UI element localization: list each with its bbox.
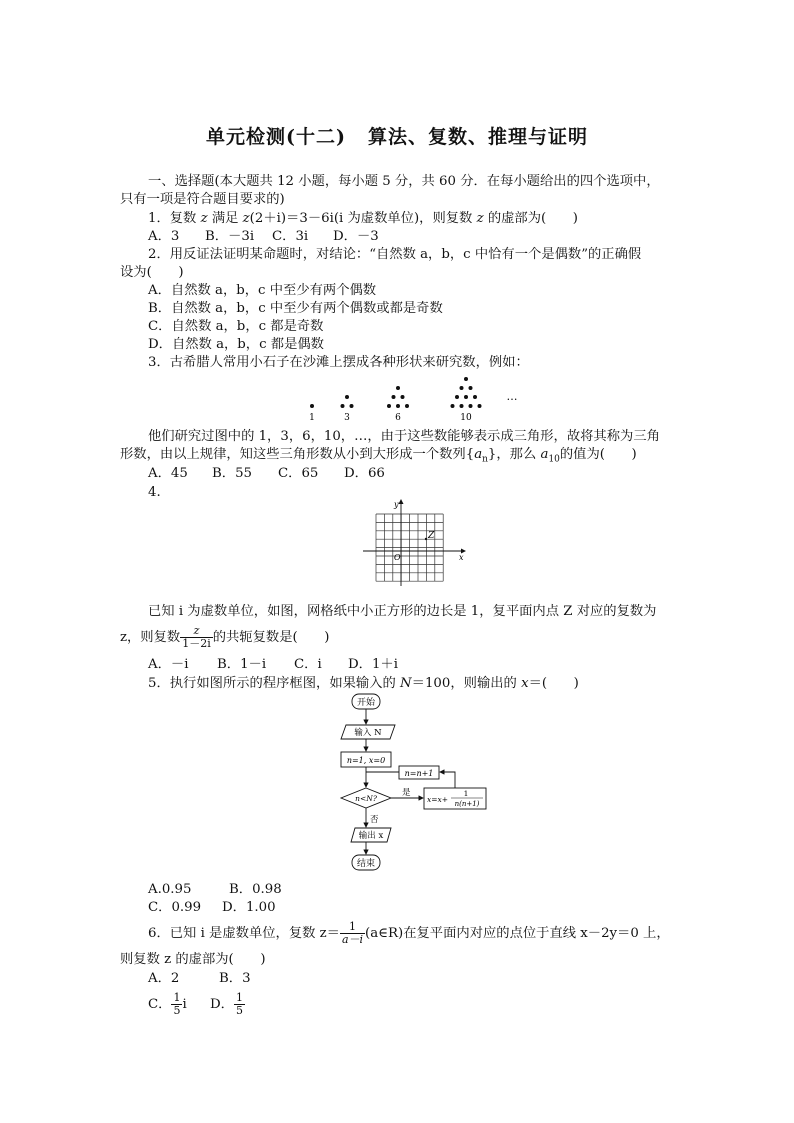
question-6-line1: 6．已知 i 是虚数单位，复数 z＝ $\frac{1}{a-i}$ (a∈R)在复平面内对应的点位于直线 x－2y＝0 上， — [148, 920, 670, 946]
pebble-dots — [310, 377, 482, 408]
pebble-dot — [460, 404, 464, 408]
pebble-dot — [392, 395, 396, 399]
q6-option-c: C． $\frac{1}{5}$ i — [148, 991, 187, 1017]
figure-label-10: 10 — [460, 413, 472, 423]
q3-option-d: D．66 — [344, 466, 385, 481]
q6-option-d: D． $\frac{1}{5}$ — [210, 991, 243, 1017]
title-sub: 算法、复数、推理与证明 — [367, 126, 588, 148]
q5-option-a: A.0.95 — [148, 882, 192, 897]
flow-start-text: 开始 — [356, 698, 376, 708]
q2-option-c: C．自然数 a，b，c 都是奇数 — [148, 319, 324, 334]
question-2-line1: 2．用反证法证明某命题时，对结论：“自然数 a，b，c 中恰有一个是偶数”的正确假 — [148, 247, 642, 262]
pebble-dot — [464, 395, 468, 399]
q5-option-b: B．0.98 — [229, 882, 282, 897]
q5-option-c: C．0.99 — [148, 900, 202, 915]
pebble-dot — [451, 404, 455, 408]
pebble-dot — [401, 395, 405, 399]
flow-yes-label: 是 — [402, 788, 411, 798]
q6-fraction: $\frac{1}{a-i}$ — [341, 920, 364, 946]
figure-label-6: 6 — [395, 413, 401, 423]
q4-option-d: D．1＋i — [348, 657, 398, 672]
point-z — [425, 538, 427, 540]
title-main: 单元检测(十二) — [206, 126, 346, 148]
pebble-dot — [473, 395, 477, 399]
flow-no-label: 否 — [370, 815, 379, 825]
q1-option-b: B．－3i — [205, 229, 255, 244]
pebble-dot — [350, 404, 354, 408]
q1-option-d: D．－3 — [333, 229, 379, 244]
q6-option-b: B．3 — [219, 971, 251, 986]
flow-output-text: 输出 x — [358, 831, 384, 841]
pebble-dot — [387, 404, 391, 408]
q2-option-a: A．自然数 a，b，c 中至少有两个偶数 — [148, 283, 377, 298]
question-4-number: 4. — [148, 485, 161, 500]
question-1: 1．复数 z 满足 z(2＋i)＝3－6i(i 为虚数单位)，则复数 z 的虚部为( ) — [148, 211, 578, 226]
figure-label-1: 1 — [309, 413, 315, 423]
pebble-dot — [345, 395, 349, 399]
section-heading-line1: 一、选择题(本大题共 12 小题，每小题 5 分，共 60 分．在每小题给出的四个选项中， — [148, 174, 660, 189]
question-5-line1: 5．执行如图所示的程序框图，如果输入的 N＝100，则输出的 x＝( ) — [148, 676, 579, 691]
q4-option-c: C．i — [294, 657, 322, 672]
section-heading-line2: 只有一项是符合题目要求的) — [120, 192, 285, 207]
pebble-dot — [341, 404, 345, 408]
q2-option-d: D．自然数 a，b，c 都是偶数 — [148, 337, 324, 352]
flow-assign-prefix: x=x+ — [427, 795, 449, 804]
question-3-line2: 他们研究过图中的 1，3，6，10，…，由于这些数能够表示成三角形，故将其称为三角 — [148, 429, 660, 444]
question-3-line3: 形数，由以上规律，知这些三角形数从小到大形成一个数列$\{a_n\}$，那么 $a_{10}$的值为( ) — [120, 447, 637, 465]
question-4-line1: 已知 i 为虚数单位，如图，网格纸中小正方形的边长是 1，复平面内点 Z 对应的复数为 — [148, 604, 657, 619]
axis-y-label: y — [394, 500, 399, 509]
pebble-dot — [469, 404, 473, 408]
q6-option-a: A．2 — [148, 971, 180, 986]
flow-init-text: n=1, x=0 — [346, 756, 386, 765]
flow-end-text: 结束 — [356, 859, 376, 869]
complex-plane-grid-figure — [355, 498, 470, 590]
flowchart-figure — [338, 692, 498, 877]
point-z-label: Z — [428, 531, 435, 541]
page-title — [0, 122, 794, 149]
pebble-dot — [478, 404, 482, 408]
q3-option-c: C．65 — [278, 466, 319, 481]
question-4-line2: z，则复数 $\frac{z}{1-2i}$ 的共轭复数是( ) — [120, 624, 330, 650]
pebble-dot — [310, 404, 314, 408]
flow-assign-numerator: 1 — [463, 789, 469, 798]
q4-option-a: A．－i — [148, 657, 189, 672]
pebble-dot — [469, 386, 473, 390]
q5-option-d: D．1.00 — [222, 900, 276, 915]
question-6-line2: 则复数 z 的虚部为( ) — [120, 952, 266, 967]
axis-x-label: x — [459, 553, 464, 562]
question-3-line1: 3．古希腊人常用小石子在沙滩上摆成各种形状来研究数，例如： — [148, 355, 529, 370]
pebble-dot — [396, 404, 400, 408]
pebble-dot — [405, 404, 409, 408]
pebble-dot — [455, 395, 459, 399]
q1-option-a: A．3 — [148, 229, 180, 244]
origin-label: O — [394, 553, 401, 562]
y-axis-arrow — [399, 499, 404, 504]
grid-lines — [376, 514, 443, 581]
pebble-dot — [464, 377, 468, 381]
flow-condition-text: n<N? — [355, 794, 377, 803]
question-2-line2: 设为( ) — [120, 265, 184, 280]
q1-option-c: C．3i — [272, 229, 309, 244]
q3-option-b: B．55 — [212, 466, 252, 481]
figure-label-ellipsis: … — [506, 390, 518, 403]
flow-input-text: 输入 N — [354, 728, 382, 738]
q3-option-a: A．45 — [148, 466, 188, 481]
q4-option-b: B．1－i — [217, 657, 267, 672]
flow-assign-denominator: n(n+1) — [454, 800, 480, 808]
pebble-dot — [460, 386, 464, 390]
q4-fraction: $\frac{z}{1-2i}$ — [182, 624, 211, 650]
figure-label-3: 3 — [344, 413, 350, 423]
flow-update-text: n=n+1 — [404, 769, 434, 778]
triangle-numbers-figure — [290, 372, 530, 428]
pebble-dot — [396, 386, 400, 390]
q2-option-b: B．自然数 a，b，c 中至少有两个偶数或都是奇数 — [148, 301, 443, 316]
